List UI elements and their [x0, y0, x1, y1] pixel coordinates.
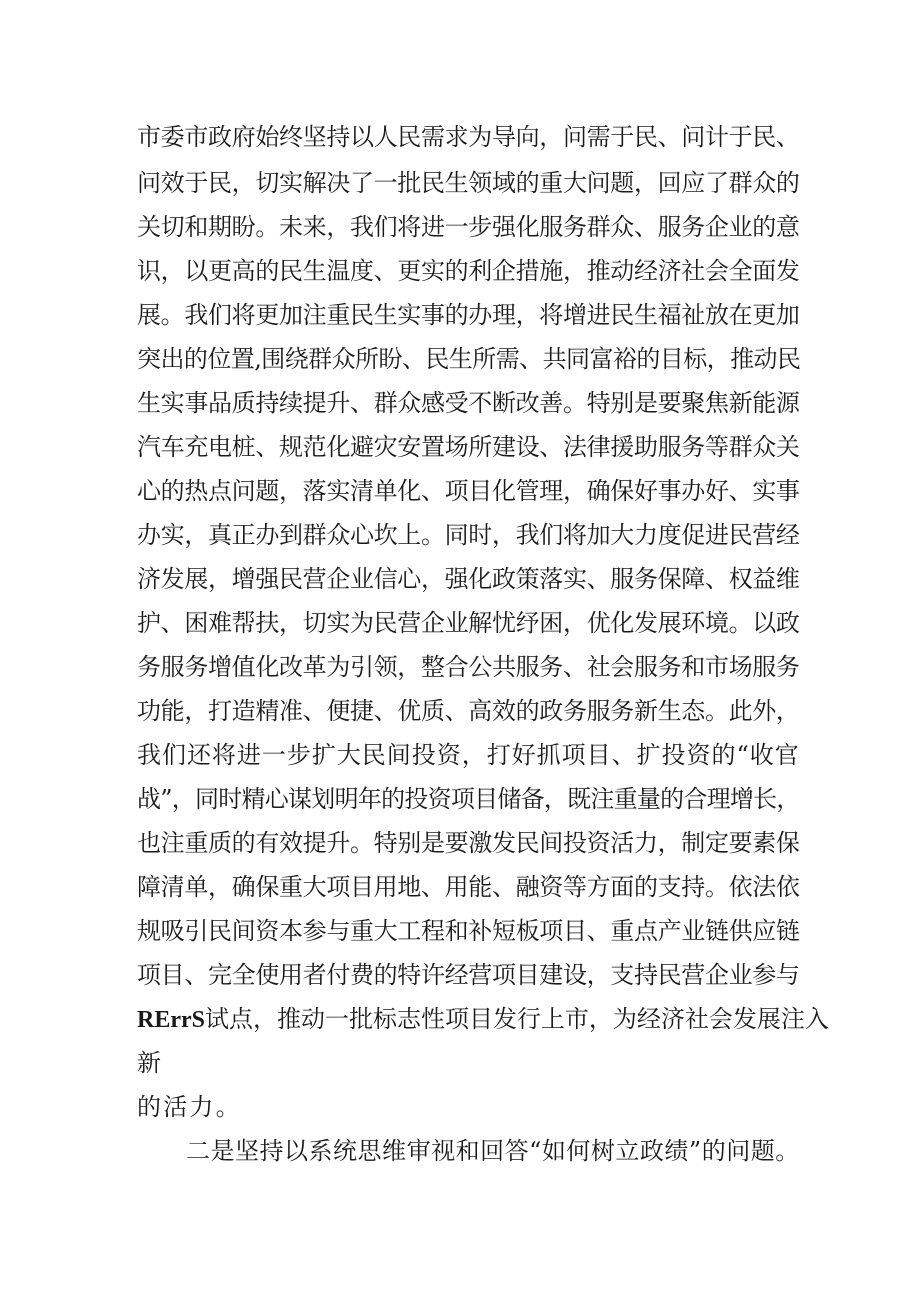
- paragraph-1-line-21-rest: 试点，推动一批标志性项目发行上市，为经济社会发展注入: [205, 1005, 829, 1033]
- paragraph-1-line-16: 战”，同时精心谋划明年的投资项目储备，既注重量的合理增长，: [137, 785, 800, 813]
- paragraph-1-line-22: 新: [137, 1049, 164, 1077]
- paragraph-2-line-1: 二是坚持以系统思维审视和回答“如何树立政绩”的问题。: [186, 1137, 800, 1165]
- paragraph-1-line-20: 项目、完全使用者付费的特许经营项目建设，支持民营企业参与: [137, 961, 800, 989]
- paragraph-1-line-9: 心的热点问题，落实清单化、项目化管理，确保好事办好、实事: [137, 477, 800, 505]
- paragraph-1-line-2: 问效于民，切实解决了一批民生领域的重大问题，回应了群众的: [137, 169, 800, 197]
- paragraph-1-line-5: 展。我们将更加注重民生实事的办理，将增进民生福祉放在更加: [137, 301, 800, 329]
- paragraph-1-line-17: 也注重质的有效提升。特别是要激发民间投资活力，制定要素保: [137, 829, 800, 857]
- paragraph-1-line-12: 护、困难帮扶，切实为民营企业解忧纾困，优化发展环境。以政: [137, 609, 800, 637]
- paragraph-1-line-11: 济发展，增强民营企业信心，强化政策落实、服务保障、权益维: [137, 565, 800, 593]
- rerrs-token: RErrS: [137, 1007, 205, 1033]
- paragraph-1-line-4: 识，以更高的民生温度、更实的利企措施，推动经济社会全面发: [137, 257, 800, 285]
- paragraph-1-line-18: 障清单，确保重大项目用地、用能、融资等方面的支持。依法依: [137, 873, 800, 901]
- paragraph-1-line-7: 生实事品质持续提升、群众感受不断改善。特别是要聚焦新能源: [137, 389, 800, 417]
- paragraph-1-line-23: 的活力。: [137, 1093, 242, 1121]
- paragraph-1-line-1: 市委市政府始终坚持以人民需求为导向，问需于民、问计于民、: [137, 123, 800, 151]
- paragraph-1-line-8: 汽车充电桩、规范化避灾安置场所建设、法律援助服务等群众关: [137, 433, 800, 461]
- paragraph-1-line-19: 规吸引民间资本参与重大工程和补短板项目、重点产业链供应链: [137, 917, 800, 945]
- paragraph-1-line-10: 办实，真正办到群众心坎上。同时，我们将加大力度促进民营经: [137, 521, 800, 549]
- paragraph-1-line-13: 务服务增值化改革为引领，整合公共服务、社会服务和市场服务: [137, 653, 800, 681]
- paragraph-1-line-14: 功能，打造精准、便捷、优质、高效的政务服务新生态。此外，: [137, 697, 800, 725]
- paragraph-1-line-6: 突出的位置,围绕群众所盼、民生所需、共同富裕的目标，推动民: [137, 345, 801, 373]
- paragraph-1-line-15: 我们还将进一步扩大民间投资，打好抓项目、扩投资的“收官: [137, 741, 800, 769]
- paragraph-1-line-21: [137, 1004, 829, 1035]
- paragraph-1-line-3: 关切和期盼。未来，我们将进一步强化服务群众、服务企业的意: [137, 213, 800, 241]
